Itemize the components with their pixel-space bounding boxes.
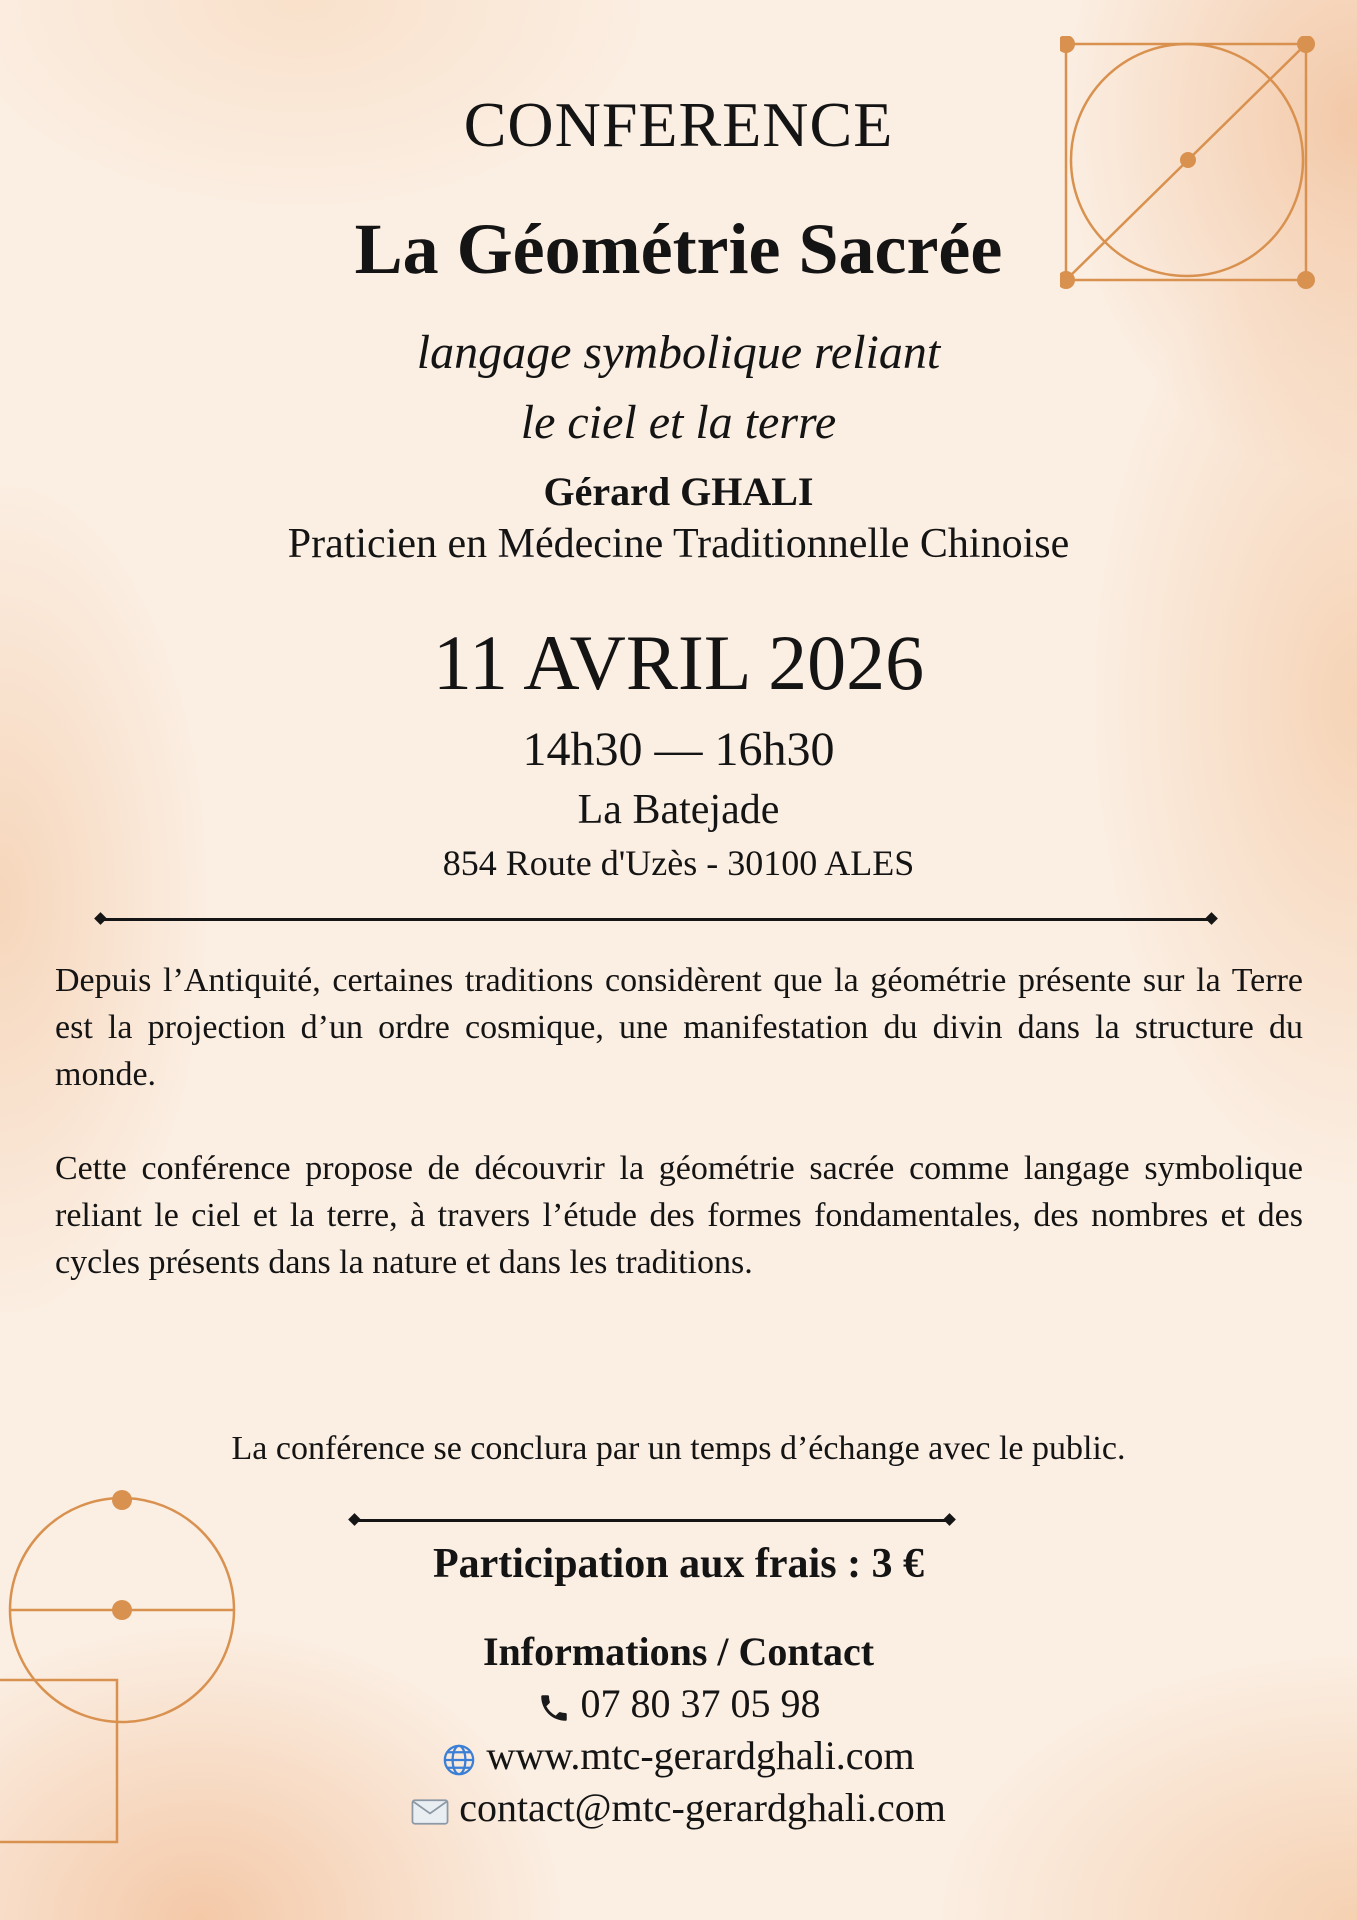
contact-phone-text[interactable]: 07 80 37 05 98 (580, 1681, 821, 1726)
event-venue: La Batejade (577, 787, 780, 833)
contact-email-link[interactable]: contact@mtc-gerardghali.com (459, 1785, 946, 1830)
globe-icon (442, 1743, 476, 1777)
participation-fees: Participation aux frais : 3 € (432, 1541, 925, 1587)
event-date: 11 AVRIL 2026 (432, 619, 925, 706)
phone-icon (537, 1691, 571, 1725)
divider-bottom (354, 1519, 950, 1522)
contact-website (0, 1732, 1357, 1779)
event-time: 14h30 — 16h30 (522, 723, 835, 776)
contact-website-link[interactable]: www.mtc-gerardghali.com (486, 1733, 915, 1778)
envelope-icon (411, 1797, 449, 1827)
description-paragraph-1: Depuis l’Antiquité, certaines traditions considèrent que la géométrie présente sur la Terre est la projection d’un ordre cosmique, une manifestation du divin dans la structure du monde. (55, 962, 1303, 1093)
speaker-name: Gérard GHALI (543, 469, 814, 514)
closing-note: La conférence se conclura par un temps d’échange avec le public. (231, 1430, 1126, 1467)
description-paragraph-2: Cette conférence propose de découvrir la géométrie sacrée comme langage symbolique reliant le ciel et la terre, à travers l’étude des formes fondamentales, des nombres et des cycles présents dans la nature et dans les traditions. (55, 1150, 1303, 1281)
subtitle-line-2: le ciel et la terre (520, 396, 837, 449)
subtitle-line-1: langage symbolique reliant (416, 326, 941, 379)
subtitle (0, 318, 1357, 458)
event-label: CONFERENCE (463, 89, 894, 160)
divider-top (100, 918, 1212, 921)
contact-heading: Informations / Contact (482, 1629, 875, 1674)
speaker-role: Praticien en Médecine Traditionnelle Chinoise (287, 521, 1070, 567)
event-address: 854 Route d'Uzès - 30100 ALES (442, 843, 915, 883)
page-title: La Géométrie Sacrée (354, 209, 1003, 289)
contact-phone (0, 1680, 1357, 1727)
contact-email (0, 1784, 1357, 1831)
